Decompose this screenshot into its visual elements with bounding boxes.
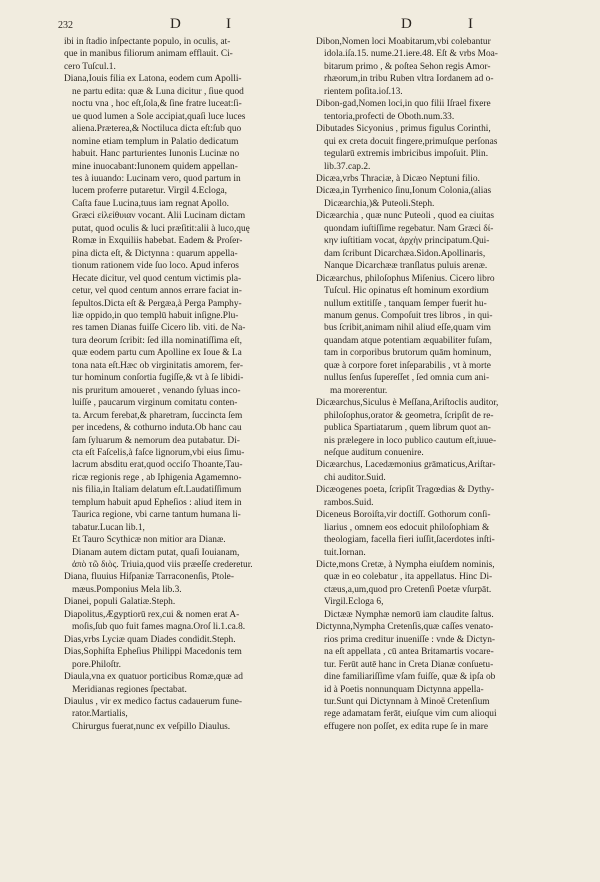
dictionary-entry <box>316 484 582 509</box>
entry-text-line: ne partu edita: quæ & Luna dicitur , ſiue quod <box>72 86 244 97</box>
entry-headword-line: Diapolitus,Ægyptiorū rex,cui & nomen erat A- <box>64 609 240 620</box>
entry-text-line: tona nata eſt.Hæc ob virginitatis amorem, fer- <box>72 360 243 371</box>
entry-text-line: nullum extitiſſe , tanquam ſemper fuerit hu- <box>324 298 487 309</box>
entry-text-line: moſis,ſub quo fuit fames magna.Oroſ li.1.ca.8. <box>72 622 246 633</box>
entry-headword-line: Diana, fluuius Hiſpaniæ Tarraconenſis, Ptole- <box>64 572 234 583</box>
dictionary-entry <box>316 210 582 272</box>
entry-text-line: dam ſcribunt Dicarchæa.Sidon.Apollinaris, <box>324 248 486 259</box>
entry-text-line: qui ex creta docuit fingere,primuſque perſonas <box>324 136 498 147</box>
entry-text-line: rios prima creditur inueniſſe : vnde & Dictyn- <box>324 634 496 645</box>
entry-text-line: mine inuocabant:Iunonem quidem appellan- <box>72 161 238 172</box>
dictionary-entry <box>316 123 582 173</box>
entry-headword-line: Diaula,vna ex quatuor porticibus Romæ,quæ ad <box>64 672 243 683</box>
dictionary-entry <box>316 36 582 98</box>
entry-text-line: id à Poetis nonnunquam Dictynna appella- <box>324 684 484 695</box>
entry-headword-line: Dias,Sophiſta Epheſius Philippi Macedonis tem <box>64 647 242 658</box>
running-head-right-first: D <box>401 16 412 32</box>
running-head-right-second: I <box>468 16 473 32</box>
entry-text-line: lucem proferre putaretur. Virgil 4.Ecloga, <box>72 186 228 197</box>
page-number: 232 <box>58 20 73 31</box>
entry-text-line: pore.Philoſtr. <box>72 659 121 670</box>
entry-text-line: theologiam, facella fieri iuſſit,ſacerdotes inſti- <box>324 535 495 546</box>
dictionary-entry <box>316 173 582 185</box>
dictionary-entry <box>316 459 582 484</box>
entry-text-line: Dictææ Nymphæ nemorū iam claudite ſaltus. <box>324 609 494 620</box>
entry-text-line: dine familiariſſime vſam fuiſſe, quæ & ipſa ob <box>324 672 496 683</box>
entry-text-line: idola.iſa.15. nume.21.iere.48. Eſt & vrbs Moa- <box>324 49 498 60</box>
entry-headword-line: Dicæarchus, philoſophus Miſenius. Cicero libro <box>316 273 495 284</box>
dictionary-entry <box>64 634 308 646</box>
dictionary-entry <box>64 571 308 596</box>
entry-text-line: noctu vna , hoc eſt,ſola,& ſine fratre luceat:ſi- <box>72 99 242 110</box>
entry-headword-line: Dianei, populi Galatiæ.Steph. <box>64 597 176 608</box>
entry-text-line: putat, quod oculis & luci præſitit:alii à luco,quę <box>72 223 250 234</box>
dictionary-entry <box>316 397 582 459</box>
left-column <box>64 36 308 876</box>
entry-text-line: res tamen Dianas fuiſſe Cicero lib. viti. de Na- <box>72 323 246 334</box>
entry-text-line: rege adamatam ferāt, eiuſque vim cum alioqui <box>324 709 497 720</box>
running-head-left-first: D <box>170 16 181 32</box>
entry-text-line: Tuſcul. Hic opinatus eſt hominum exordium <box>324 286 489 297</box>
entry-headword-line: Dias,vrbs Lyciæ quam Diades condidit.Steph. <box>64 634 236 645</box>
entry-text-line: quæ in eo colebatur , ita appellatus. Hinc Di- <box>324 572 493 583</box>
entry-text-line: tura deorum ſcribit: ſed illa nominatiſſima eſt, <box>72 335 243 346</box>
entry-headword-line: Dibon-gad,Nomen loci,in quo filii Iſrael fixere <box>316 99 491 110</box>
entry-text-line: tur. Ferūt autē hanc in Creta Dianæ conſuetu- <box>324 659 494 670</box>
entry-text-line: nullus ſenſus ſupereſſet , ſed omnia cum ani- <box>324 373 490 384</box>
entry-text-line: ſepultos.Dicta eſt & Pergæa,à Perga Pamphy- <box>72 298 242 309</box>
entry-text-line: rhæorum,in tribu Ruben vltra Iordanem ad o- <box>324 74 494 85</box>
entry-text-line: habuit. Hanc parturientes Iunonis Lucinæ no <box>72 149 240 160</box>
entry-text-line: rator.Martialis, <box>72 709 128 720</box>
entry-text-line: ἀπὸ τῶ διὸς. Triuia,quod viis præeſſe crederetur. <box>72 560 253 571</box>
entry-text-line: liæ oppido,in quo templū habuit inſigne.Plu- <box>72 310 239 321</box>
entry-text-line: ma morerentur. <box>330 385 388 396</box>
dictionary-entry <box>64 73 308 534</box>
entry-text-line: lacrum absditu erat,quod occiſo Thoante,Tau- <box>72 460 243 471</box>
entry-headword-line: Dictynna,Nympha Cretenſis,quæ caſſes venato- <box>316 622 494 633</box>
entry-text-line: neſque auditum conuenire. <box>324 447 424 458</box>
entry-headword-line: Dicæarchia , quæ nunc Puteoli , quod ea ciuitas <box>316 211 495 222</box>
entry-headword-line: Diceneus Boroiſta,vir doctiſſ. Gothorum conſi- <box>316 510 491 521</box>
dictionary-entry <box>316 621 582 733</box>
entry-text-line: chi auditor.Suid. <box>324 472 386 483</box>
entry-text-line: Hecate dicitur, vel quod centum victimis pla- <box>72 273 242 284</box>
entry-text-line: Taurica regione, vbi carne tantum humana li- <box>72 510 241 521</box>
dictionary-entry <box>64 696 308 733</box>
entry-headword-line: Dibutades Sicyonius , primus figulus Corinthi, <box>316 124 491 135</box>
page-header <box>0 16 600 38</box>
entry-text-line: ta. Arcum ferebat,& pharetram, ſuccincta ſem <box>72 410 243 421</box>
entry-text-line: manum genus. Compoſuit tres libros , in qui- <box>324 310 493 321</box>
entry-headword-line: Et Tauro Scythicæ non mitior ara Dianæ. <box>72 535 226 546</box>
entry-text-line: tionum rationem vide ſuo loco. Apud inferos <box>72 261 239 272</box>
entry-text-line: lib.37.cap.2. <box>324 161 371 172</box>
entry-text-line: quandam atque potentiam æquabiliter fuſam, <box>324 335 492 346</box>
entry-text-line: tur hominum conſortia fugiſſe,& vt à ſe libidi- <box>72 373 244 384</box>
entry-text-line: κην iuſtitiam vocat, ἀρχὴν principatum.Qui- <box>324 236 490 247</box>
entry-text-line: liarius , omnem eos edocuit philoſophiam & <box>324 522 490 533</box>
entry-text-line: nis filia,in Italiam delatum eſt.Laudatiſſimum <box>72 485 242 496</box>
entry-text-line: tur.Sunt qui Dictynnam à Minoë Cretenſium <box>324 697 490 708</box>
entry-headword-line: Dibon,Nomen loci Moabitarum,vbi colebantur <box>316 37 491 47</box>
entry-text-line: Romæ in Exquiliis habebat. Eadem & Proſer- <box>72 236 243 247</box>
running-head-left-second: I <box>226 16 231 32</box>
entry-text-line: cero Tuſcul.1. <box>64 61 116 72</box>
entry-text-line: effugere non poſſet, ex edita rupe ſe in mare <box>324 721 489 732</box>
entry-text-line: bus ſcribit,animam nihil aliud eſſe,quam vim <box>324 323 491 334</box>
entry-text-line: ricæ regionis rege , ab Iphigenia Agamemno- <box>72 472 242 483</box>
entry-headword-line: Dicæogenes poeta, ſcripſit Tragœdias & Dythy- <box>316 485 495 496</box>
entry-text-line: Nanque Dicarchææ tranſlatus puluis arenæ. <box>324 261 488 272</box>
entry-text-line: Dicæarchia,)& Puteoli.Steph. <box>324 198 435 209</box>
entry-text-line: ctæus,a,um,quod pro Cretenſi Poetæ vſurpāt. <box>324 584 492 595</box>
entry-text-line: ue quod lumen a Sole accipiat,quaſi luce luces <box>72 111 246 122</box>
entry-text-line: tegularū extremis imbricibus impoſuit. Plin. <box>324 149 489 160</box>
dictionary-entry <box>316 98 582 123</box>
entry-text-line: mæus.Pomponius Mela lib.3. <box>72 584 182 595</box>
entry-text-line: tentoria,profecti de Oboth.num.33. <box>324 111 455 122</box>
dictionary-entry <box>316 273 582 398</box>
entry-headword-line: Diana,Iouis filia ex Latona, eodem cum Apolli- <box>64 74 242 85</box>
entry-text-line: rientem poſita.ioſ.13. <box>324 86 403 97</box>
dictionary-entry <box>64 596 308 608</box>
entry-text-line: Meridianas regiones ſpectabat. <box>72 684 187 695</box>
entry-text-line: publica Spartiatarum , quem librum quot an- <box>324 423 491 434</box>
dictionary-entry <box>64 609 308 634</box>
entry-text-line: rambos.Suid. <box>324 497 374 508</box>
entry-text-line: Dianam autem dictam putat, quaſi Iouianam, <box>72 547 240 558</box>
dictionary-entry <box>64 534 308 571</box>
entry-text-line: per incedens, & cothurno induta.Ob hanc cau <box>72 423 242 434</box>
dictionary-entry <box>64 36 308 73</box>
entry-headword-line: ibi in ſtadio inſpectante populo, in oculis, at- <box>64 37 231 47</box>
entry-text-line: bitarum primo , & poſtea Sehon regis Amor- <box>324 61 491 72</box>
entry-text-line: Chirurgus fuerat,nunc ex veſpillo Diaulus. <box>72 721 231 732</box>
dictionary-entry <box>64 646 308 671</box>
entry-text-line: que in manibus filiorum animam efflauit. Ci- <box>64 49 233 60</box>
entry-text-line: Græci εἰλείθυιαν vocant. Alii Lucinam dictam <box>72 211 246 222</box>
entry-text-line: ſam ſyluarum & nemorum dea putabatur. Di- <box>72 435 240 446</box>
entry-text-line: cta eſt Faſcelis,à faſce lignorum,vbi eius ſimu- <box>72 447 245 458</box>
entry-text-line: quæ à corpore foret inſeparabilis , vt à morte <box>324 360 491 371</box>
entry-text-line: aliena.Præterea,& Noctiluca dicta eſt:ſub quo <box>72 124 242 135</box>
entry-headword-line: Dicæarchus,Siculus è Meſſana,Ariſtoclis auditor, <box>316 398 499 409</box>
right-column <box>316 36 582 876</box>
entry-text-line: quæ eodem partu cum Apolline ex Ioue & La <box>72 348 242 359</box>
entry-headword-line: Dicte,mons Cretæ, à Nympha eiuſdem nominis, <box>316 560 495 571</box>
entry-text-line: templum habuit apud Epheſios : aliud item in <box>72 497 242 508</box>
entry-text-line: tuit.Iornan. <box>324 547 366 558</box>
entry-headword-line: Dicæarchus, Lacedæmonius grāmaticus,Ariſtar- <box>316 460 496 471</box>
entry-text-line: tam in corporibus brutorum quām hominum, <box>324 348 492 359</box>
entry-headword-line: Diaulus , vir ex medico factus cadauerum fune- <box>64 697 243 708</box>
entry-text-line: cetur, vel quod centum annos errare faciat in- <box>72 286 242 297</box>
entry-headword-line: Dicæa,vrbs Thraciæ, à Dicæo Neptuni filio. <box>316 173 480 184</box>
entry-text-line: tabatur.Lucan lib.1, <box>72 522 145 533</box>
entry-text-line: nis prælegere in loco publico cautum eſt,iuue- <box>324 435 497 446</box>
entry-headword-line: Dicæa,in Tyrrhenico ſinu,Ionum Colonia,(alias <box>316 186 492 197</box>
entry-text-line: nomine etiam templum in Palatio dedicatum <box>72 136 239 147</box>
entry-text-line: na eſt appellata , cū antea Britamartis vocare- <box>324 647 494 658</box>
dictionary-entry <box>64 671 308 696</box>
entry-text-line: quondam iuſtiſſime regebatur. Nam Græci δί- <box>324 223 494 234</box>
entry-text-line: Caſta faue Lucina,tuus iam regnat Apollo. <box>72 198 229 209</box>
dictionary-entry <box>316 559 582 621</box>
entry-text-line: luiſſe , paucarum virginum comitatu conten- <box>72 398 238 409</box>
entry-text-line: pina dicta eſt, & Dictynna : quarum appella- <box>72 248 238 259</box>
dictionary-entry <box>316 185 582 210</box>
entry-text-line: philoſophus,orator & geometra, ſcripſit de re- <box>324 410 494 421</box>
entry-text-line: Virgil.Ecloga 6, <box>324 597 384 608</box>
entry-text-line: tes à iuuando: Lucinam vero, quod partum in <box>72 173 241 184</box>
entry-text-line: nis pruritum amoueret , venando ſyluas inco- <box>72 385 241 396</box>
dictionary-entry <box>316 509 582 559</box>
